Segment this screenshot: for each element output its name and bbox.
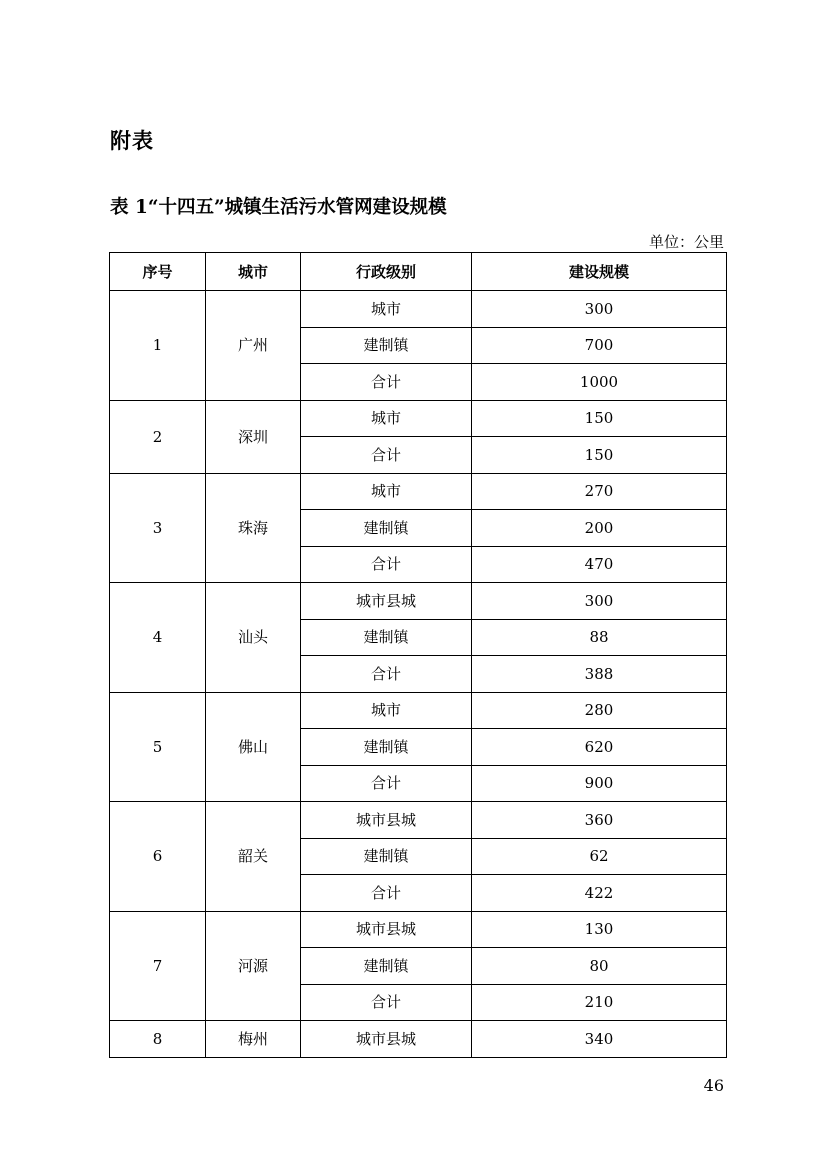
sewage-network-table bbox=[109, 252, 727, 1058]
cell-seq: 2 bbox=[110, 400, 206, 473]
cell-level: 合计 bbox=[301, 546, 472, 583]
cell-level: 建制镇 bbox=[301, 838, 472, 875]
cell-seq: 1 bbox=[110, 291, 206, 401]
appendix-title: 附表 bbox=[110, 129, 154, 153]
cell-scale: 340 bbox=[472, 1021, 727, 1058]
cell-scale: 1000 bbox=[472, 364, 727, 401]
cell-scale: 62 bbox=[472, 838, 727, 875]
cell-city: 梅州 bbox=[206, 1021, 301, 1058]
cell-level: 城市县城 bbox=[301, 802, 472, 839]
cell-level: 合计 bbox=[301, 364, 472, 401]
header-scale: 建设规模 bbox=[472, 253, 727, 291]
cell-seq: 7 bbox=[110, 911, 206, 1021]
table-row bbox=[110, 692, 727, 729]
cell-scale: 300 bbox=[472, 291, 727, 328]
cell-seq: 3 bbox=[110, 473, 206, 583]
header-row bbox=[110, 253, 727, 291]
cell-scale: 470 bbox=[472, 546, 727, 583]
cell-scale: 422 bbox=[472, 875, 727, 912]
table-row bbox=[110, 583, 727, 620]
cell-seq: 4 bbox=[110, 583, 206, 693]
cell-city: 珠海 bbox=[206, 473, 301, 583]
cell-level: 合计 bbox=[301, 656, 472, 693]
cell-level: 城市 bbox=[301, 400, 472, 437]
table-row bbox=[110, 291, 727, 328]
table-header bbox=[110, 253, 727, 291]
cell-level: 城市县城 bbox=[301, 1021, 472, 1058]
table-caption: 表 1“十四五”城镇生活污水管网建设规模 bbox=[110, 197, 447, 218]
table-row bbox=[110, 911, 727, 948]
page-number: 46 bbox=[703, 1076, 724, 1095]
cell-level: 城市 bbox=[301, 473, 472, 510]
header-city: 城市 bbox=[206, 253, 301, 291]
cell-scale: 210 bbox=[472, 984, 727, 1021]
cell-level: 城市县城 bbox=[301, 911, 472, 948]
cell-city: 佛山 bbox=[206, 692, 301, 802]
cell-scale: 300 bbox=[472, 583, 727, 620]
cell-city: 河源 bbox=[206, 911, 301, 1021]
cell-scale: 130 bbox=[472, 911, 727, 948]
cell-level: 合计 bbox=[301, 437, 472, 474]
table-row bbox=[110, 802, 727, 839]
cell-city: 汕头 bbox=[206, 583, 301, 693]
cell-level: 合计 bbox=[301, 765, 472, 802]
header-level: 行政级别 bbox=[301, 253, 472, 291]
unit-note: 单位：公里 bbox=[648, 233, 724, 251]
cell-scale: 700 bbox=[472, 327, 727, 364]
cell-city: 韶关 bbox=[206, 802, 301, 912]
cell-scale: 150 bbox=[472, 400, 727, 437]
cell-scale: 388 bbox=[472, 656, 727, 693]
cell-scale: 900 bbox=[472, 765, 727, 802]
cell-scale: 270 bbox=[472, 473, 727, 510]
cell-scale: 360 bbox=[472, 802, 727, 839]
table-row bbox=[110, 400, 727, 437]
cell-level: 建制镇 bbox=[301, 510, 472, 547]
table-row bbox=[110, 473, 727, 510]
table-body bbox=[110, 291, 727, 1058]
header-seq: 序号 bbox=[110, 253, 206, 291]
cell-level: 城市县城 bbox=[301, 583, 472, 620]
table-row bbox=[110, 1021, 727, 1058]
cell-scale: 80 bbox=[472, 948, 727, 985]
cell-seq: 6 bbox=[110, 802, 206, 912]
cell-level: 建制镇 bbox=[301, 619, 472, 656]
cell-city: 广州 bbox=[206, 291, 301, 401]
cell-level: 城市 bbox=[301, 692, 472, 729]
cell-scale: 88 bbox=[472, 619, 727, 656]
cell-scale: 200 bbox=[472, 510, 727, 547]
cell-scale: 280 bbox=[472, 692, 727, 729]
cell-level: 城市 bbox=[301, 291, 472, 328]
cell-level: 合计 bbox=[301, 984, 472, 1021]
cell-level: 建制镇 bbox=[301, 948, 472, 985]
cell-seq: 8 bbox=[110, 1021, 206, 1058]
cell-level: 合计 bbox=[301, 875, 472, 912]
cell-seq: 5 bbox=[110, 692, 206, 802]
cell-scale: 620 bbox=[472, 729, 727, 766]
cell-city: 深圳 bbox=[206, 400, 301, 473]
cell-scale: 150 bbox=[472, 437, 727, 474]
cell-level: 建制镇 bbox=[301, 327, 472, 364]
cell-level: 建制镇 bbox=[301, 729, 472, 766]
